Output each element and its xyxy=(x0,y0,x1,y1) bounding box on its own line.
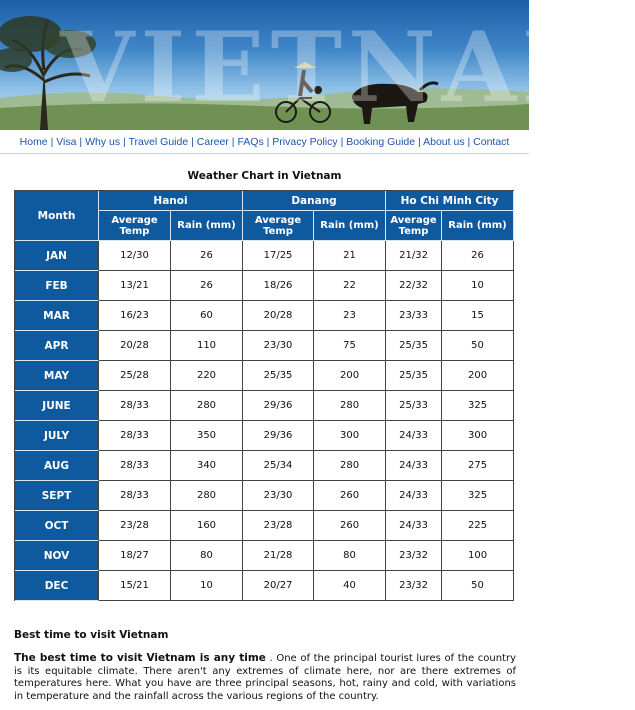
hanoi-rain-cell: 10 xyxy=(171,571,243,601)
danang-temp-cell: 25/34 xyxy=(243,451,314,481)
table-row xyxy=(15,301,514,331)
danang-temp-cell: 18/26 xyxy=(243,271,314,301)
hcm-temp-cell: 23/32 xyxy=(386,541,442,571)
hanoi-temp-cell: 20/28 xyxy=(99,331,171,361)
weather-table xyxy=(14,190,514,601)
hanoi-rain-cell: 160 xyxy=(171,511,243,541)
hanoi-temp-cell: 28/33 xyxy=(99,421,171,451)
nav-separator: | xyxy=(79,136,86,148)
month-header: Month xyxy=(15,191,99,241)
nav-separator: | xyxy=(340,136,347,148)
hcm-temp-cell: 24/33 xyxy=(386,451,442,481)
danang-rain-cell: 300 xyxy=(314,421,386,451)
hanoi-temp-cell: 15/21 xyxy=(99,571,171,601)
hcm-rain-cell: 15 xyxy=(442,301,514,331)
table-row xyxy=(15,241,514,271)
hanoi-rain-cell: 340 xyxy=(171,451,243,481)
hanoi-rain-cell: 26 xyxy=(171,271,243,301)
nav-separator: | xyxy=(467,136,474,148)
hcm-temp-cell: 24/33 xyxy=(386,421,442,451)
nav-separator: | xyxy=(191,136,197,148)
table-row xyxy=(15,361,514,391)
nav-travel-guide[interactable]: Travel Guide xyxy=(128,136,189,148)
hcm-rain-cell: 100 xyxy=(442,541,514,571)
month-cell: AUG xyxy=(15,451,99,481)
hanoi-temp-cell: 23/28 xyxy=(99,511,171,541)
danang-temp-cell: 23/30 xyxy=(243,331,314,361)
month-cell: MAR xyxy=(15,301,99,331)
hcm-rain-cell: 26 xyxy=(442,241,514,271)
month-cell: FEB xyxy=(15,271,99,301)
danang-temp-cell: 17/25 xyxy=(243,241,314,271)
month-cell: DEC xyxy=(15,571,99,601)
nav-separator: | xyxy=(123,136,129,148)
danang-temp-cell: 21/28 xyxy=(243,541,314,571)
hcm-rain-cell: 325 xyxy=(442,481,514,511)
hanoi-temp-cell: 28/33 xyxy=(99,451,171,481)
table-row xyxy=(15,391,514,421)
danang-temp-cell: 29/36 xyxy=(243,421,314,451)
hcm-temp-cell: 21/32 xyxy=(386,241,442,271)
nav-separator: | xyxy=(50,136,57,148)
hcm-temp-cell: 25/35 xyxy=(386,361,442,391)
table-row xyxy=(15,421,514,451)
month-cell: JUNE xyxy=(15,391,99,421)
hanoi-rain-cell: 280 xyxy=(171,391,243,421)
danang-temp-cell: 20/28 xyxy=(243,301,314,331)
subheader-temp: Average Temp xyxy=(386,211,442,241)
month-cell: OCT xyxy=(15,511,99,541)
month-cell: JULY xyxy=(15,421,99,451)
table-row xyxy=(15,541,514,571)
banner xyxy=(0,0,635,130)
hanoi-temp-cell: 25/28 xyxy=(99,361,171,391)
hcm-rain-cell: 300 xyxy=(442,421,514,451)
nav-separator: | xyxy=(266,136,273,148)
danang-rain-cell: 200 xyxy=(314,361,386,391)
danang-temp-cell: 29/36 xyxy=(243,391,314,421)
hanoi-temp-cell: 16/23 xyxy=(99,301,171,331)
table-row xyxy=(15,511,514,541)
hcm-temp-cell: 24/33 xyxy=(386,481,442,511)
city-header-ho-chi-minh: Ho Chi Minh City xyxy=(386,191,514,211)
hcm-rain-cell: 200 xyxy=(442,361,514,391)
hanoi-rain-cell: 60 xyxy=(171,301,243,331)
intro-lead: The best time to visit Vietnam is any time xyxy=(14,652,266,664)
nav-contact[interactable]: Contact xyxy=(473,136,510,148)
hcm-temp-cell: 25/35 xyxy=(386,331,442,361)
section-heading: Best time to visit Vietnam xyxy=(14,629,169,641)
nav-home[interactable]: Home xyxy=(19,136,48,148)
danang-rain-cell: 21 xyxy=(314,241,386,271)
subheader-rain: Rain (mm) xyxy=(171,211,243,241)
nav-visa[interactable]: Visa xyxy=(56,136,77,148)
hcm-temp-cell: 23/33 xyxy=(386,301,442,331)
danang-temp-cell: 23/30 xyxy=(243,481,314,511)
month-cell: JAN xyxy=(15,241,99,271)
month-cell: APR xyxy=(15,331,99,361)
nav-faqs[interactable]: FAQs xyxy=(237,136,264,148)
nav-separator: | xyxy=(418,136,424,148)
hanoi-rain-cell: 280 xyxy=(171,481,243,511)
table-row xyxy=(15,571,514,601)
hanoi-temp-cell: 13/21 xyxy=(99,271,171,301)
hcm-rain-cell: 225 xyxy=(442,511,514,541)
danang-rain-cell: 280 xyxy=(314,451,386,481)
hcm-rain-cell: 50 xyxy=(442,331,514,361)
hanoi-temp-cell: 28/33 xyxy=(99,391,171,421)
hanoi-rain-cell: 350 xyxy=(171,421,243,451)
danang-temp-cell: 25/35 xyxy=(243,361,314,391)
table-row xyxy=(15,451,514,481)
hanoi-temp-cell: 12/30 xyxy=(99,241,171,271)
hcm-rain-cell: 275 xyxy=(442,451,514,481)
nav-booking-guide[interactable]: Booking Guide xyxy=(346,136,416,148)
nav-about-us[interactable]: About us xyxy=(423,136,465,148)
nav-bar xyxy=(0,130,529,154)
danang-rain-cell: 75 xyxy=(314,331,386,361)
table-body xyxy=(15,241,514,601)
hanoi-rain-cell: 110 xyxy=(171,331,243,361)
nav-privacy-policy[interactable]: Privacy Policy xyxy=(272,136,338,148)
hanoi-rain-cell: 26 xyxy=(171,241,243,271)
danang-rain-cell: 22 xyxy=(314,271,386,301)
hanoi-temp-cell: 28/33 xyxy=(99,481,171,511)
danang-rain-cell: 260 xyxy=(314,511,386,541)
hcm-temp-cell: 22/32 xyxy=(386,271,442,301)
subheader-rain: Rain (mm) xyxy=(442,211,514,241)
hanoi-temp-cell: 18/27 xyxy=(99,541,171,571)
city-header-hanoi: Hanoi xyxy=(99,191,243,211)
table-row xyxy=(15,271,514,301)
danang-rain-cell: 260 xyxy=(314,481,386,511)
hcm-rain-cell: 50 xyxy=(442,571,514,601)
subheader-temp: Average Temp xyxy=(243,211,314,241)
hcm-rain-cell: 325 xyxy=(442,391,514,421)
intro-body: . One of the principal tourist lures of the country is its equitable climate. There aren't any extremes of climate here, nor are there extremes of temperatures here. What you have are three principal seasons, hot, rainy and cold, with variations in temperature and the rainfall across the various regions of the country. xyxy=(14,653,516,702)
hcm-rain-cell: 10 xyxy=(442,271,514,301)
nav-separator: | xyxy=(231,136,238,148)
danang-rain-cell: 80 xyxy=(314,541,386,571)
hanoi-rain-cell: 80 xyxy=(171,541,243,571)
month-cell: NOV xyxy=(15,541,99,571)
hcm-temp-cell: 23/32 xyxy=(386,571,442,601)
nav-why-us[interactable]: Why us xyxy=(85,136,121,148)
month-cell: MAY xyxy=(15,361,99,391)
subheader-rain: Rain (mm) xyxy=(314,211,386,241)
intro-paragraph xyxy=(14,652,516,703)
city-header-danang: Danang xyxy=(243,191,386,211)
nav-career[interactable]: Career xyxy=(196,136,229,148)
hcm-temp-cell: 25/33 xyxy=(386,391,442,421)
hcm-temp-cell: 24/33 xyxy=(386,511,442,541)
danang-temp-cell: 23/28 xyxy=(243,511,314,541)
table-row xyxy=(15,481,514,511)
table-row xyxy=(15,331,514,361)
danang-rain-cell: 280 xyxy=(314,391,386,421)
chart-title: Weather Chart in Vietnam xyxy=(187,170,342,182)
subheader-temp: Average Temp xyxy=(99,211,171,241)
danang-rain-cell: 23 xyxy=(314,301,386,331)
danang-rain-cell: 40 xyxy=(314,571,386,601)
month-cell: SEPT xyxy=(15,481,99,511)
danang-temp-cell: 20/27 xyxy=(243,571,314,601)
banner-title: VIETNAM xyxy=(60,11,635,124)
hanoi-rain-cell: 220 xyxy=(171,361,243,391)
